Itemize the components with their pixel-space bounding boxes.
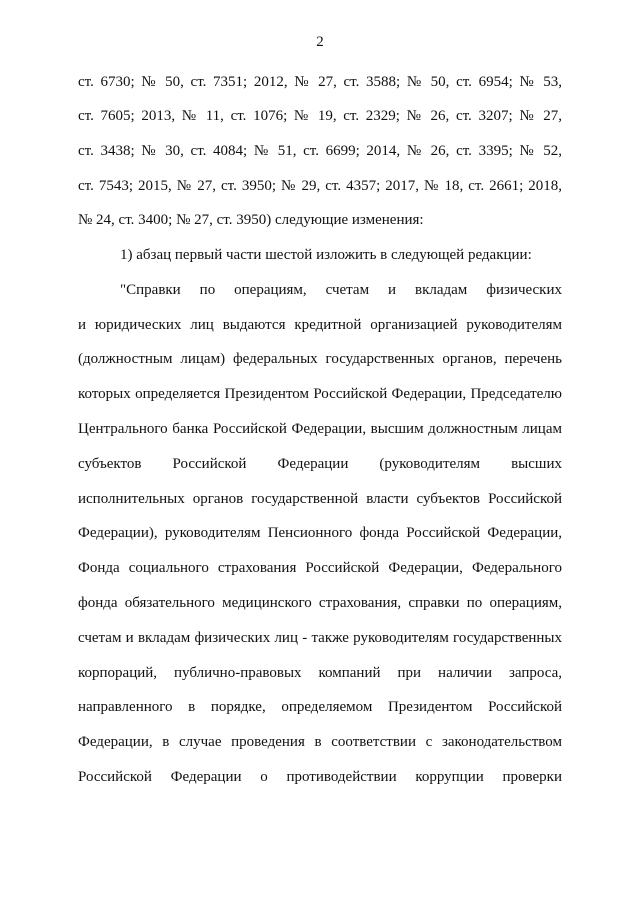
text-line-21: Российской Федерации о противодействии коррупции проверки [78,769,562,785]
text-line-13: исполнительных органов государственной власти субъектов Российской [78,491,562,507]
text-line-6: 1) абзац первый части шестой изложить в следующей редакции: [120,247,532,263]
text-line-18: корпораций, публично-правовых компаний при наличии запроса, [78,665,562,681]
text-line-4: ст. 7543; 2015, № 27, ст. 3950; № 29, ст. 4357; 2017, № 18, ст. 2661; 2018, [78,178,562,194]
text-line-19: направленного в порядке, определяемом Президентом Российской [78,699,562,715]
text-line-8: и юридических лиц выдаются кредитной организацией руководителям [78,317,562,333]
text-line-10: которых определяется Президентом Российской Федерации, Председателю [78,386,562,402]
text-line-17: счетам и вкладам физических лиц - также руководителям государственных [78,630,562,646]
text-line-9: (должностным лицам) федеральных государственных органов, перечень [78,351,562,367]
text-line-1: ст. 6730; № 50, ст. 7351; 2012, № 27, ст. 3588; № 50, ст. 6954; № 53, [78,74,562,90]
text-line-14: Федерации), руководителям Пенсионного фонда Российской Федерации, [78,525,562,541]
text-line-16: фонда обязательного медицинского страхования, справки по операциям, [78,595,562,611]
text-line-3: ст. 3438; № 30, ст. 4084; № 51, ст. 6699; 2014, № 26, ст. 3395; № 52, [78,143,562,159]
text-line-15: Фонда социального страхования Российской Федерации, Федерального [78,560,562,576]
text-line-11: Центрального банка Российской Федерации, высшим должностным лицам [78,421,562,437]
text-line-12: субъектов Российской Федерации (руководителям высших [78,456,562,472]
text-line-20: Федерации, в случае проведения в соответствии с законодательством [78,734,562,750]
page-number: 2 [316,34,324,50]
text-line-2: ст. 7605; 2013, № 11, ст. 1076; № 19, ст. 2329; № 26, ст. 3207; № 27, [78,108,562,124]
text-line-7: "Справки по операциям, счетам и вкладам физических [120,282,562,298]
text-line-5: № 24, ст. 3400; № 27, ст. 3950) следующие изменения: [78,212,424,228]
